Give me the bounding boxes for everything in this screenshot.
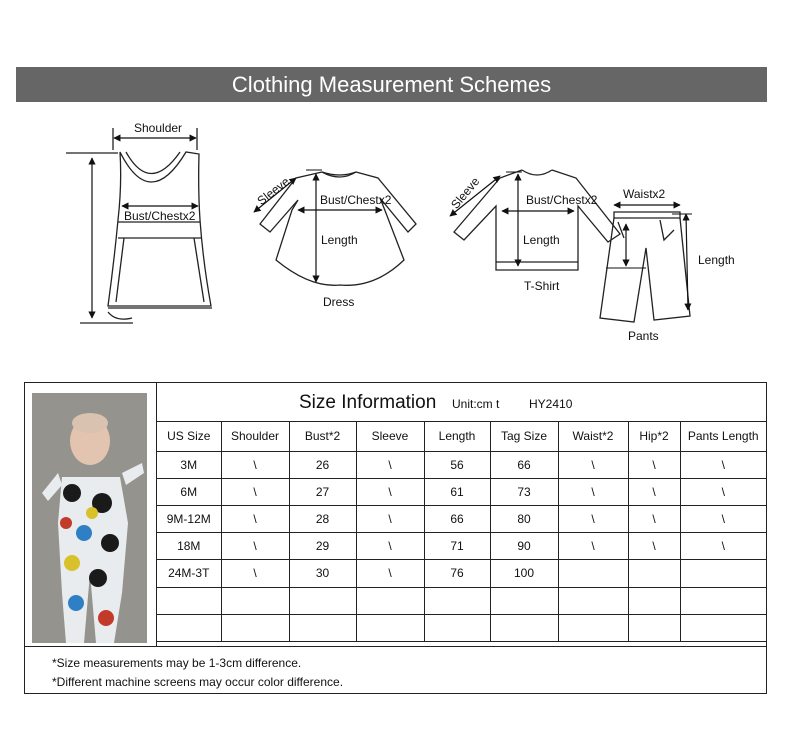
table-row [157, 614, 766, 641]
table-cell: 9M-12M [157, 505, 221, 532]
table-header-cell: Shoulder [221, 422, 289, 451]
page-title-banner [16, 67, 767, 102]
table-row [157, 451, 766, 478]
table-cell: 29 [289, 532, 356, 559]
table-cell [356, 614, 424, 641]
table-row [157, 587, 766, 614]
table-cell [628, 587, 680, 614]
table-cell [558, 587, 628, 614]
table-cell [289, 587, 356, 614]
table-cell: \ [356, 451, 424, 478]
table-cell [558, 559, 628, 587]
vest-diagram [66, 128, 212, 323]
table-cell: 30 [289, 559, 356, 587]
table-cell [424, 614, 490, 641]
table-cell: 28 [289, 505, 356, 532]
table-cell [424, 587, 490, 614]
table-row [157, 532, 766, 559]
table-cell: 3M [157, 451, 221, 478]
pants-diagram [600, 212, 690, 322]
table-cell: 56 [424, 451, 490, 478]
table-cell [356, 587, 424, 614]
table-cell: \ [221, 451, 289, 478]
table-header-cell: Bust*2 [289, 422, 356, 451]
table-cell [490, 587, 558, 614]
table-header-cell: Hip*2 [628, 422, 680, 451]
table-cell [680, 614, 766, 641]
table-header-cell: US Size [157, 422, 221, 451]
table-cell: 24M-3T [157, 559, 221, 587]
table-cell: \ [628, 478, 680, 505]
table-cell [289, 614, 356, 641]
table-cell: \ [221, 532, 289, 559]
tshirt-sleeve-label: Sleeve [448, 174, 483, 212]
table-cell: \ [558, 505, 628, 532]
table-cell: \ [628, 451, 680, 478]
table-cell [490, 614, 558, 641]
table-cell: 76 [424, 559, 490, 587]
table-row [157, 478, 766, 505]
table-cell [680, 559, 766, 587]
tshirt-caption: T-Shirt [524, 279, 560, 293]
size-info-code: HY2410 [529, 397, 573, 411]
table-cell: \ [221, 559, 289, 587]
table-cell: \ [356, 505, 424, 532]
note-color-difference: *Different machine screens may occur color difference. [52, 675, 344, 689]
pants-caption: Pants [628, 329, 659, 343]
table-cell: 26 [289, 451, 356, 478]
table-cell: 80 [490, 505, 558, 532]
table-cell [157, 614, 221, 641]
size-info-title-row [157, 383, 766, 422]
dress-caption: Dress [323, 295, 355, 309]
table-header-cell: Pants Length [680, 422, 766, 451]
measurement-schemes [0, 105, 790, 355]
table-cell: \ [356, 559, 424, 587]
dress-bust-label: Bust/Chestx2 [320, 193, 392, 207]
table-row [157, 505, 766, 532]
vest-bust-label: Bust/Chestx2 [124, 209, 196, 223]
table-cell: \ [221, 478, 289, 505]
table-cell: 71 [424, 532, 490, 559]
table-cell: 27 [289, 478, 356, 505]
product-photo [32, 393, 147, 643]
tshirt-length-label: Length [523, 233, 560, 247]
table-cell [680, 587, 766, 614]
table-cell: \ [680, 532, 766, 559]
size-info-title: Size Information [299, 392, 437, 413]
size-table [157, 422, 766, 642]
table-cell: 61 [424, 478, 490, 505]
vest-shoulder-label: Shoulder [134, 121, 183, 135]
page-title: Clothing Measurement Schemes [231, 72, 552, 97]
table-cell: \ [680, 451, 766, 478]
pants-length-arrow [686, 214, 688, 310]
table-cell: \ [558, 451, 628, 478]
table-cell: \ [680, 478, 766, 505]
notes-divider [24, 646, 767, 647]
dress-sleeve-label: Sleeve [254, 174, 293, 208]
table-cell: \ [558, 532, 628, 559]
table-cell: \ [356, 532, 424, 559]
table-cell [628, 614, 680, 641]
table-cell: \ [628, 505, 680, 532]
table-cell: \ [221, 505, 289, 532]
table-cell: \ [356, 478, 424, 505]
table-cell: 100 [490, 559, 558, 587]
table-header-cell: Sleeve [356, 422, 424, 451]
table-row [157, 559, 766, 587]
table-cell [628, 559, 680, 587]
table-cell: 73 [490, 478, 558, 505]
note-size-difference: *Size measurements may be 1-3cm difference. [52, 656, 302, 670]
table-header-cell: Length [424, 422, 490, 451]
table-cell [221, 587, 289, 614]
table-cell: 18M [157, 532, 221, 559]
table-cell [157, 587, 221, 614]
table-cell: 66 [490, 451, 558, 478]
table-cell: \ [558, 478, 628, 505]
pants-length-label: Length [698, 253, 735, 267]
table-cell: \ [628, 532, 680, 559]
table-cell [558, 614, 628, 641]
tshirt-bust-label: Bust/Chestx2 [526, 193, 598, 207]
table-cell [221, 614, 289, 641]
table-cell: \ [680, 505, 766, 532]
table-cell: 6M [157, 478, 221, 505]
dress-length-label: Length [321, 233, 358, 247]
table-header-row [157, 422, 766, 451]
table-header-cell: Waist*2 [558, 422, 628, 451]
table-cell: 66 [424, 505, 490, 532]
size-info-unit: Unit:cm t [452, 397, 500, 411]
table-header-cell: Tag Size [490, 422, 558, 451]
pants-waist-label: Waistx2 [623, 187, 666, 201]
table-cell: 90 [490, 532, 558, 559]
